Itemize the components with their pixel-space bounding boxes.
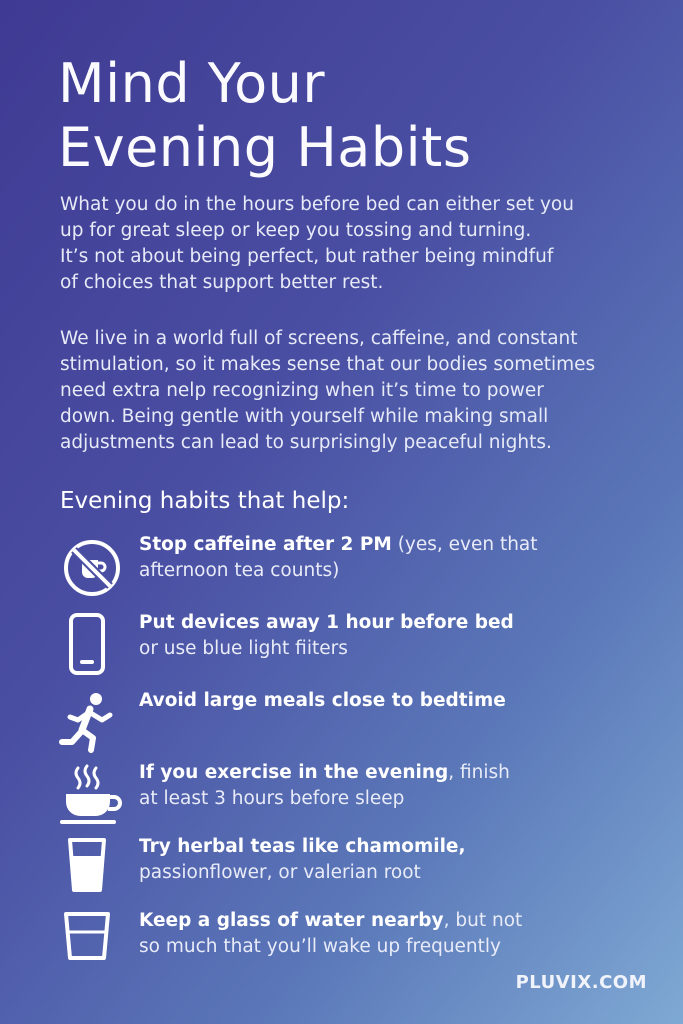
habit-line-2: at least 3 hours before sleep	[139, 788, 405, 809]
habit-line-2: afternoon tea counts)	[139, 560, 340, 581]
tea-glass-icon	[56, 834, 128, 906]
habit-line-2: or use blue light fiiters	[139, 638, 348, 659]
habit-line-1	[139, 532, 649, 558]
habit-text	[139, 760, 649, 812]
paragraph-line: down. Being gentle with yourself while making small	[60, 406, 549, 427]
habit-text	[139, 532, 649, 584]
habit-bold: Keep a glass of water nearby	[139, 910, 444, 931]
habit-bold: Try herbal teas like chamomile,	[139, 836, 466, 857]
running-person-icon	[56, 688, 128, 760]
habit-line-1	[139, 610, 649, 636]
paragraph-line: of choices that support better rest.	[60, 272, 384, 293]
habit-item-exercise	[56, 760, 656, 832]
no-caffeine-icon	[56, 532, 128, 604]
paragraph-line: We live in a world full of screens, caffeine, and constant	[60, 328, 578, 349]
paragraph-line: It’s not about being perfect, but rather being mindfuf	[60, 246, 554, 267]
habit-line-1	[139, 688, 649, 714]
habit-rest: , but not	[443, 910, 523, 931]
page-title	[58, 52, 648, 180]
paragraph-line: adjustments can lead to surprisingly peaceful nights.	[60, 432, 552, 453]
habit-bold: If you exercise in the evening	[139, 762, 449, 783]
habit-line-2: so much that you’ll wake up frequently	[139, 936, 501, 957]
habit-item-meals	[56, 688, 656, 760]
habit-bold: Avoid large meals close to bedtime	[139, 690, 506, 711]
habit-line-1	[139, 908, 649, 934]
habit-bold: Stop caffeine after 2 PM	[139, 534, 392, 555]
coffee-cup-icon	[56, 760, 128, 832]
habit-item-devices	[56, 610, 656, 682]
habit-rest: (yes, even that	[391, 534, 538, 555]
habit-line-2: passionflower, or valerian root	[139, 862, 421, 883]
habit-text	[139, 610, 649, 662]
phone-icon	[56, 610, 128, 682]
paragraph-line: stimulation, so it makes sense that our bodies sometimes	[60, 354, 596, 375]
habit-line-1	[139, 760, 649, 786]
water-glass-icon	[56, 908, 128, 980]
habit-item-herbal-tea	[56, 834, 656, 906]
habit-line-1	[139, 834, 649, 860]
title-line-1: Mind Your	[58, 52, 326, 115]
paragraph-line: need extra nelp recognizing when it’s time to power	[60, 380, 544, 401]
habit-item-caffeine	[56, 532, 656, 604]
title-line-2: Evening Habits	[58, 116, 472, 179]
habits-heading: Evening habits that help:	[60, 488, 350, 514]
habit-item-water	[56, 908, 656, 980]
habit-text	[139, 908, 649, 960]
paragraph-line: up for great sleep or keep you tossing and turning.	[60, 220, 532, 241]
habit-text	[139, 834, 649, 886]
intro-paragraph-2	[60, 326, 650, 456]
brand-watermark: PLUVIX.COM	[515, 972, 647, 993]
paragraph-line: What you do in the hours before bed can either set you	[60, 194, 574, 215]
intro-paragraph-1	[60, 192, 650, 296]
habit-text	[139, 688, 649, 714]
habit-bold: Put devices away 1 hour before bed	[139, 612, 514, 633]
habit-rest: , finish	[448, 762, 510, 783]
